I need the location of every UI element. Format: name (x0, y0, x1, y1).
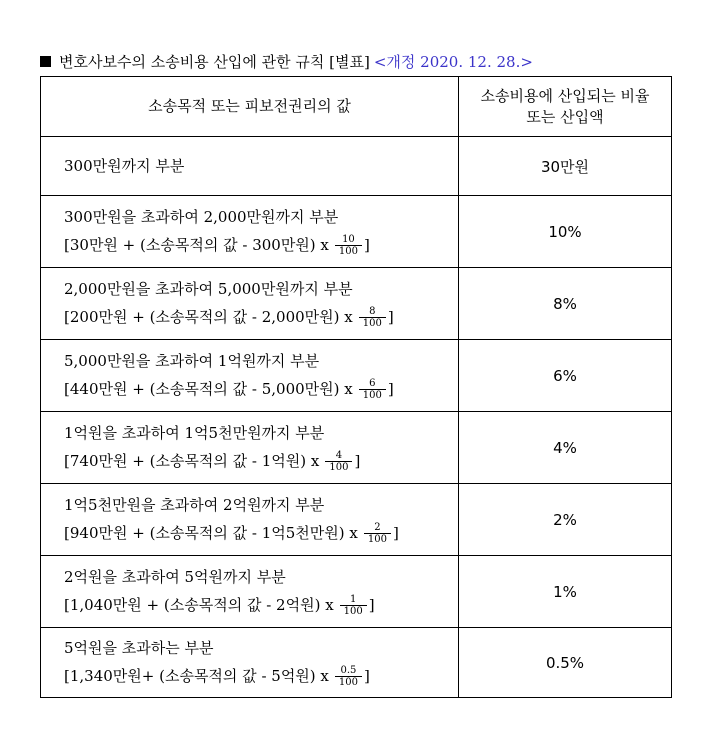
table-row (41, 268, 672, 340)
rate-cell: 1% (459, 556, 672, 628)
fraction (359, 306, 386, 329)
formula-close-bracket: ] (368, 595, 375, 614)
col-header-value: 소송목적 또는 피보전권리의 값 (41, 77, 459, 137)
fraction-denominator: 100 (329, 462, 349, 474)
table-row (41, 196, 672, 268)
fraction (335, 665, 362, 688)
formula-text: [740만원 + (소송목적의 값 - 1억원) x (64, 451, 320, 470)
fraction-numerator: 2 (364, 522, 391, 534)
fraction-numerator: 0.5 (335, 665, 362, 677)
basis-text: 2,000만원을 초과하여 5,000만원까지 부분 (64, 279, 353, 298)
fraction (364, 522, 391, 545)
table-row (41, 412, 672, 484)
rate-cell: 0.5% (459, 628, 672, 698)
rate-cell: 30만원 (459, 137, 672, 196)
basis-text: 5,000만원을 초과하여 1억원까지 부분 (64, 351, 320, 370)
table-header-row (41, 77, 672, 137)
fraction-denominator: 100 (343, 606, 363, 618)
col-header-rate-line1: 소송비용에 산입되는 비율 (480, 86, 650, 105)
fee-table (40, 76, 672, 698)
rate-cell: 8% (459, 268, 672, 340)
basis-text: 1억원을 초과하여 1억5천만원까지 부분 (64, 423, 325, 442)
table-row (41, 628, 672, 698)
basis-text: 2억원을 초과하여 5억원까지 부분 (64, 567, 286, 586)
formula (64, 306, 458, 330)
fraction-numerator: 1 (340, 594, 367, 606)
formula-close-bracket: ] (363, 235, 370, 254)
formula-close-bracket: ] (392, 523, 399, 542)
formula-text: [440만원 + (소송목적의 값 - 5,000만원) x (64, 379, 353, 398)
table-row (41, 137, 672, 196)
formula-close-bracket: ] (363, 666, 370, 685)
document-heading (40, 52, 533, 72)
formula-close-bracket: ] (387, 379, 394, 398)
table-row (41, 556, 672, 628)
fraction (325, 450, 352, 473)
fraction-numerator: 10 (335, 234, 362, 246)
formula-text: [940만원 + (소송목적의 값 - 1억5천만원) x (64, 523, 358, 542)
fraction (359, 378, 386, 401)
formula (64, 665, 458, 689)
basis-cell (41, 556, 459, 628)
formula (64, 594, 458, 618)
fraction-denominator: 100 (338, 677, 358, 689)
fraction-numerator: 6 (359, 378, 386, 390)
basis-cell (41, 137, 459, 196)
fraction-denominator: 100 (362, 390, 382, 402)
basis-text: 1억5천만원을 초과하여 2억원까지 부분 (64, 495, 325, 514)
rate-cell: 4% (459, 412, 672, 484)
fraction-denominator: 100 (367, 534, 387, 546)
formula (64, 450, 458, 474)
basis-text: 300만원을 초과하여 2,000만원까지 부분 (64, 207, 339, 226)
formula (64, 522, 458, 546)
fraction-denominator: 100 (338, 246, 358, 258)
fraction-numerator: 4 (325, 450, 352, 462)
basis-text: 300만원까지 부분 (64, 157, 185, 175)
formula-close-bracket: ] (387, 307, 394, 326)
fraction-denominator: 100 (362, 318, 382, 330)
heading-title: 변호사보수의 소송비용 산입에 관한 규칙 [별표] (59, 53, 370, 71)
col-header-rate (459, 77, 672, 137)
formula (64, 378, 458, 402)
formula-text: [1,340만원+ (소송목적의 값 - 5억원) x (64, 666, 329, 685)
revision-note: <개정 2020. 12. 28.> (373, 53, 533, 71)
basis-cell (41, 628, 459, 698)
fraction (340, 594, 367, 617)
formula (64, 234, 458, 258)
table-row (41, 484, 672, 556)
table-row (41, 340, 672, 412)
fraction (335, 234, 362, 257)
rate-cell: 6% (459, 340, 672, 412)
formula-text: [1,040만원 + (소송목적의 값 - 2억원) x (64, 595, 334, 614)
basis-text: 5억원을 초과하는 부분 (64, 638, 214, 657)
black-square-bullet-icon (40, 56, 51, 67)
rate-cell: 10% (459, 196, 672, 268)
fraction-numerator: 8 (359, 306, 386, 318)
basis-cell (41, 268, 459, 340)
basis-cell (41, 340, 459, 412)
basis-cell (41, 196, 459, 268)
formula-close-bracket: ] (354, 451, 361, 470)
rate-cell: 2% (459, 484, 672, 556)
col-header-rate-line2: 또는 산입액 (526, 107, 604, 126)
formula-text: [200만원 + (소송목적의 값 - 2,000만원) x (64, 307, 353, 326)
basis-cell (41, 412, 459, 484)
formula-text: [30만원 + (소송목적의 값 - 300만원) x (64, 235, 329, 254)
basis-cell (41, 484, 459, 556)
